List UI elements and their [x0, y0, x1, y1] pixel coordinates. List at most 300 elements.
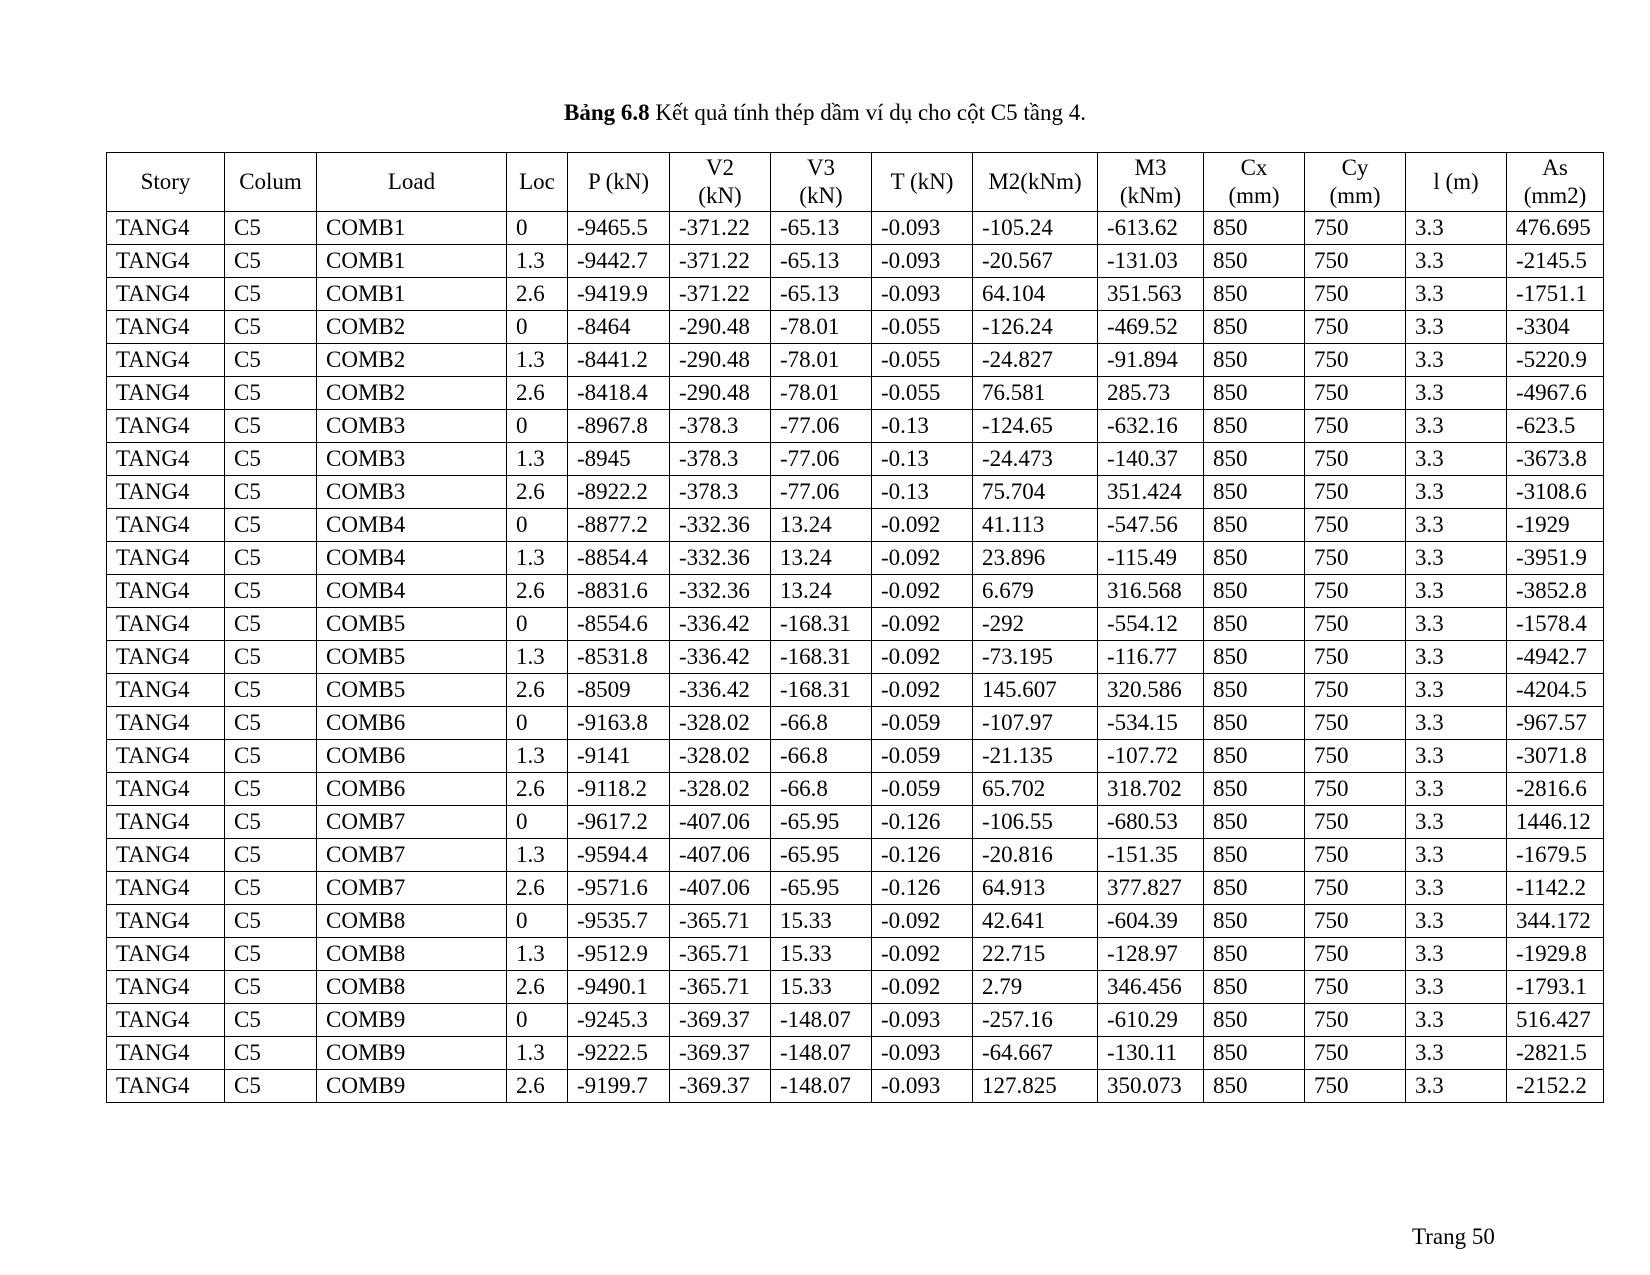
table-cell: -9141: [568, 740, 670, 773]
table-cell: 0: [507, 905, 568, 938]
column-header-line: P (kN): [587, 169, 650, 194]
table-cell: -9594.4: [568, 839, 670, 872]
table-cell: -9199.7: [568, 1070, 670, 1103]
table-cell: -64.667: [973, 1037, 1098, 1070]
table-cell: 3.3: [1406, 707, 1507, 740]
table-cell: -336.42: [670, 608, 771, 641]
table-row: [107, 278, 1604, 311]
table-cell: -4942.7: [1507, 641, 1604, 674]
table-cell: 850: [1204, 707, 1305, 740]
table-cell: 750: [1305, 212, 1406, 245]
table-cell: -8831.6: [568, 575, 670, 608]
table-cell: -2145.5: [1507, 245, 1604, 278]
table-cell: 850: [1204, 311, 1305, 344]
table-row: [107, 212, 1604, 245]
column-header: [107, 153, 225, 212]
table-cell: -290.48: [670, 377, 771, 410]
table-cell: 750: [1305, 575, 1406, 608]
table-cell: 0: [507, 311, 568, 344]
column-header-unit: (kN): [698, 183, 742, 208]
table-cell: -65.95: [771, 806, 872, 839]
table-cell: 75.704: [973, 476, 1098, 509]
column-header-unit: (mm): [1228, 183, 1280, 208]
table-cell: 316.568: [1098, 575, 1204, 608]
table-cell: -0.13: [872, 443, 973, 476]
column-header-line: l (m): [1433, 169, 1479, 194]
table-cell: -5220.9: [1507, 344, 1604, 377]
column-header-line: T (kN): [890, 169, 954, 194]
caption-label: Bảng 6.8: [564, 100, 650, 125]
table-cell: -20.567: [973, 245, 1098, 278]
table-cell: -0.055: [872, 311, 973, 344]
table-cell: -8441.2: [568, 344, 670, 377]
table-cell: -8531.8: [568, 641, 670, 674]
table-cell: COMB6: [317, 740, 507, 773]
column-header: [1507, 153, 1604, 212]
table-cell: 750: [1305, 311, 1406, 344]
table-cell: -9617.2: [568, 806, 670, 839]
table-cell: 3.3: [1406, 608, 1507, 641]
table-cell: TANG4: [107, 707, 225, 740]
column-header-line: Cx: [1240, 155, 1268, 180]
table-cell: -378.3: [670, 410, 771, 443]
table-cell: -78.01: [771, 344, 872, 377]
table-cell: 3.3: [1406, 1037, 1507, 1070]
table-cell: C5: [225, 773, 317, 806]
table-cell: -365.71: [670, 905, 771, 938]
table-cell: -0.059: [872, 707, 973, 740]
table-cell: -168.31: [771, 641, 872, 674]
table-cell: -3108.6: [1507, 476, 1604, 509]
table-cell: -0.092: [872, 641, 973, 674]
table-cell: -8877.2: [568, 509, 670, 542]
caption-text: Kết quả tính thép dầm ví dụ cho cột C5 tầng 4.: [649, 100, 1086, 125]
table-cell: 3.3: [1406, 509, 1507, 542]
table-cell: -604.39: [1098, 905, 1204, 938]
table-cell: 145.607: [973, 674, 1098, 707]
table-cell: 850: [1204, 245, 1305, 278]
table-cell: -9535.7: [568, 905, 670, 938]
table-cell: -78.01: [771, 311, 872, 344]
table-cell: TANG4: [107, 806, 225, 839]
table-cell: 750: [1305, 443, 1406, 476]
table-cell: 15.33: [771, 971, 872, 1004]
table-cell: COMB9: [317, 1037, 507, 1070]
table-cell: -332.36: [670, 542, 771, 575]
table-cell: COMB4: [317, 575, 507, 608]
table-cell: COMB7: [317, 806, 507, 839]
table-cell: 3.3: [1406, 905, 1507, 938]
table-cell: -680.53: [1098, 806, 1204, 839]
table-cell: TANG4: [107, 641, 225, 674]
table-cell: 850: [1204, 377, 1305, 410]
table-cell: C5: [225, 311, 317, 344]
table-cell: -257.16: [973, 1004, 1098, 1037]
table-cell: -65.95: [771, 872, 872, 905]
table-cell: 3.3: [1406, 806, 1507, 839]
table-cell: -130.11: [1098, 1037, 1204, 1070]
table-cell: 350.073: [1098, 1070, 1204, 1103]
table-cell: 3.3: [1406, 278, 1507, 311]
table-cell: 3.3: [1406, 740, 1507, 773]
table-cell: C5: [225, 575, 317, 608]
table-cell: -336.42: [670, 674, 771, 707]
table-cell: 3.3: [1406, 311, 1507, 344]
table-cell: 2.6: [507, 872, 568, 905]
table-cell: 1.3: [507, 542, 568, 575]
table-cell: 850: [1204, 641, 1305, 674]
table-cell: 3.3: [1406, 839, 1507, 872]
table-cell: -91.894: [1098, 344, 1204, 377]
column-header: [973, 153, 1098, 212]
table-cell: -1142.2: [1507, 872, 1604, 905]
column-header: [1098, 153, 1204, 212]
table-cell: -967.57: [1507, 707, 1604, 740]
table-cell: 850: [1204, 806, 1305, 839]
table-cell: COMB7: [317, 839, 507, 872]
table-cell: 850: [1204, 1004, 1305, 1037]
table-cell: 15.33: [771, 938, 872, 971]
table-cell: 64.913: [973, 872, 1098, 905]
table-cell: -9419.9: [568, 278, 670, 311]
table-cell: -9490.1: [568, 971, 670, 1004]
table-cell: -407.06: [670, 872, 771, 905]
column-header-line: Story: [140, 169, 191, 194]
table-cell: 750: [1305, 608, 1406, 641]
table-cell: 3.3: [1406, 212, 1507, 245]
column-header: [1305, 153, 1406, 212]
table-cell: -0.059: [872, 773, 973, 806]
table-cell: -0.093: [872, 1070, 973, 1103]
table-row: [107, 806, 1604, 839]
table-cell: -20.816: [973, 839, 1098, 872]
table-cell: 1.3: [507, 740, 568, 773]
table-cell: 850: [1204, 740, 1305, 773]
table-cell: TANG4: [107, 905, 225, 938]
table-cell: -65.95: [771, 839, 872, 872]
table-cell: 850: [1204, 674, 1305, 707]
table-cell: 750: [1305, 971, 1406, 1004]
table-cell: -9222.5: [568, 1037, 670, 1070]
table-cell: -8945: [568, 443, 670, 476]
table-cell: COMB6: [317, 707, 507, 740]
table-cell: -371.22: [670, 278, 771, 311]
table-cell: 64.104: [973, 278, 1098, 311]
table-cell: -3673.8: [1507, 443, 1604, 476]
table-cell: 3.3: [1406, 344, 1507, 377]
table-cell: -73.195: [973, 641, 1098, 674]
table-cell: -328.02: [670, 740, 771, 773]
table-cell: 476.695: [1507, 212, 1604, 245]
table-cell: COMB1: [317, 245, 507, 278]
table-cell: C5: [225, 1004, 317, 1037]
table-cell: -148.07: [771, 1004, 872, 1037]
table-cell: COMB1: [317, 278, 507, 311]
table-cell: 6.679: [973, 575, 1098, 608]
table-cell: 850: [1204, 971, 1305, 1004]
table-cell: -77.06: [771, 476, 872, 509]
table-cell: 3.3: [1406, 938, 1507, 971]
table-cell: 750: [1305, 740, 1406, 773]
table-cell: 3.3: [1406, 872, 1507, 905]
table-row: [107, 1004, 1604, 1037]
table-cell: 750: [1305, 1070, 1406, 1103]
table-cell: -0.092: [872, 938, 973, 971]
column-header-line: M3: [1134, 155, 1167, 180]
table-cell: 1.3: [507, 1037, 568, 1070]
table-cell: -1929.8: [1507, 938, 1604, 971]
table-cell: 750: [1305, 278, 1406, 311]
table-cell: C5: [225, 872, 317, 905]
table-cell: -1929: [1507, 509, 1604, 542]
table-cell: C5: [225, 971, 317, 1004]
table-row: [107, 311, 1604, 344]
table-cell: -290.48: [670, 344, 771, 377]
table-cell: 13.24: [771, 575, 872, 608]
table-row: [107, 839, 1604, 872]
table-cell: C5: [225, 212, 317, 245]
table-cell: -9512.9: [568, 938, 670, 971]
table-cell: C5: [225, 1037, 317, 1070]
table-cell: TANG4: [107, 608, 225, 641]
table-cell: 850: [1204, 872, 1305, 905]
table-cell: 0: [507, 212, 568, 245]
table-cell: -9245.3: [568, 1004, 670, 1037]
table-cell: -0.092: [872, 608, 973, 641]
table-cell: 1.3: [507, 344, 568, 377]
table-cell: C5: [225, 245, 317, 278]
table-cell: TANG4: [107, 509, 225, 542]
table-cell: -610.29: [1098, 1004, 1204, 1037]
table-caption: [0, 98, 1650, 128]
table-cell: -365.71: [670, 971, 771, 1004]
table-cell: COMB2: [317, 344, 507, 377]
table-cell: COMB9: [317, 1070, 507, 1103]
table-cell: -107.97: [973, 707, 1098, 740]
table-cell: 15.33: [771, 905, 872, 938]
table-cell: -0.093: [872, 245, 973, 278]
table-cell: COMB8: [317, 938, 507, 971]
table-cell: -365.71: [670, 938, 771, 971]
table-cell: COMB3: [317, 476, 507, 509]
table-cell: TANG4: [107, 443, 225, 476]
table-cell: -78.01: [771, 377, 872, 410]
table-cell: -66.8: [771, 773, 872, 806]
table-cell: 750: [1305, 1037, 1406, 1070]
header-row: [107, 153, 1604, 212]
table-cell: -0.055: [872, 344, 973, 377]
table-cell: -106.55: [973, 806, 1098, 839]
column-header: [568, 153, 670, 212]
table-cell: -0.126: [872, 839, 973, 872]
table-cell: 1.3: [507, 938, 568, 971]
table-cell: 850: [1204, 476, 1305, 509]
table-cell: -0.092: [872, 971, 973, 1004]
table-cell: -148.07: [771, 1037, 872, 1070]
table-cell: TANG4: [107, 476, 225, 509]
table-cell: 2.79: [973, 971, 1098, 1004]
table-cell: -128.97: [1098, 938, 1204, 971]
table-cell: TANG4: [107, 542, 225, 575]
table-cell: -4967.6: [1507, 377, 1604, 410]
table-cell: 2.6: [507, 1070, 568, 1103]
table-cell: 850: [1204, 443, 1305, 476]
table-cell: TANG4: [107, 245, 225, 278]
table-cell: 3.3: [1406, 1004, 1507, 1037]
table-row: [107, 971, 1604, 1004]
table-cell: 1446.12: [1507, 806, 1604, 839]
table-cell: 344.172: [1507, 905, 1604, 938]
table-cell: TANG4: [107, 971, 225, 1004]
table-cell: -116.77: [1098, 641, 1204, 674]
table-cell: -328.02: [670, 773, 771, 806]
table-cell: -1751.1: [1507, 278, 1604, 311]
table-cell: C5: [225, 674, 317, 707]
column-header-line: Cy: [1341, 155, 1369, 180]
table-cell: -407.06: [670, 806, 771, 839]
table-cell: C5: [225, 476, 317, 509]
table-cell: 42.641: [973, 905, 1098, 938]
table-cell: 850: [1204, 1037, 1305, 1070]
table-cell: 3.3: [1406, 443, 1507, 476]
table-cell: 750: [1305, 509, 1406, 542]
table-cell: 3.3: [1406, 410, 1507, 443]
table-cell: 351.424: [1098, 476, 1204, 509]
table-cell: -3071.8: [1507, 740, 1604, 773]
table-row: [107, 740, 1604, 773]
table-cell: -2821.5: [1507, 1037, 1604, 1070]
table-cell: 750: [1305, 905, 1406, 938]
table-cell: -0.093: [872, 1004, 973, 1037]
table-cell: -0.092: [872, 674, 973, 707]
table-cell: -290.48: [670, 311, 771, 344]
table-cell: -332.36: [670, 509, 771, 542]
table-cell: -0.092: [872, 905, 973, 938]
table-cell: -292: [973, 608, 1098, 641]
table-cell: C5: [225, 410, 317, 443]
table-cell: -105.24: [973, 212, 1098, 245]
table-cell: 850: [1204, 773, 1305, 806]
table-cell: C5: [225, 509, 317, 542]
table-row: [107, 476, 1604, 509]
table-cell: 3.3: [1406, 542, 1507, 575]
table-cell: -3852.8: [1507, 575, 1604, 608]
table-cell: -1793.1: [1507, 971, 1604, 1004]
table-row: [107, 377, 1604, 410]
table-row: [107, 707, 1604, 740]
column-header-unit: (kN): [799, 183, 843, 208]
table-cell: 750: [1305, 938, 1406, 971]
table-cell: 3.3: [1406, 476, 1507, 509]
table-cell: -0.055: [872, 377, 973, 410]
table-cell: C5: [225, 542, 317, 575]
table-cell: TANG4: [107, 839, 225, 872]
table-cell: TANG4: [107, 410, 225, 443]
results-table: [106, 152, 1604, 1103]
table-cell: -148.07: [771, 1070, 872, 1103]
table-cell: COMB8: [317, 905, 507, 938]
table-cell: 750: [1305, 377, 1406, 410]
table-cell: 850: [1204, 575, 1305, 608]
table-cell: -0.13: [872, 476, 973, 509]
table-cell: -0.126: [872, 872, 973, 905]
table-cell: 22.715: [973, 938, 1098, 971]
table-cell: -378.3: [670, 443, 771, 476]
table-cell: 13.24: [771, 542, 872, 575]
column-header: [225, 153, 317, 212]
table-cell: -0.093: [872, 212, 973, 245]
column-header-line: V3: [806, 155, 836, 180]
column-header: [872, 153, 973, 212]
column-header-unit: (kNm): [1119, 183, 1182, 208]
table-cell: -140.37: [1098, 443, 1204, 476]
table-row: [107, 872, 1604, 905]
table-cell: 850: [1204, 608, 1305, 641]
table-cell: C5: [225, 905, 317, 938]
table-cell: 3.3: [1406, 1070, 1507, 1103]
table-row: [107, 905, 1604, 938]
table-cell: 285.73: [1098, 377, 1204, 410]
table-cell: 750: [1305, 773, 1406, 806]
table-cell: -8418.4: [568, 377, 670, 410]
column-header-line: M2(kNm): [988, 169, 1082, 194]
table-row: [107, 410, 1604, 443]
table-cell: TANG4: [107, 1037, 225, 1070]
table-cell: 41.113: [973, 509, 1098, 542]
table-cell: -1679.5: [1507, 839, 1604, 872]
table-cell: -107.72: [1098, 740, 1204, 773]
table-cell: -8922.2: [568, 476, 670, 509]
table-cell: -369.37: [670, 1037, 771, 1070]
table-cell: 850: [1204, 344, 1305, 377]
column-header: [771, 153, 872, 212]
table-cell: TANG4: [107, 278, 225, 311]
table-cell: 850: [1204, 905, 1305, 938]
table-cell: 750: [1305, 674, 1406, 707]
table-cell: COMB3: [317, 410, 507, 443]
table-cell: 0: [507, 707, 568, 740]
table-cell: 76.581: [973, 377, 1098, 410]
table-cell: COMB4: [317, 509, 507, 542]
table-cell: -613.62: [1098, 212, 1204, 245]
table-cell: -77.06: [771, 443, 872, 476]
table-row: [107, 1070, 1604, 1103]
table-cell: -336.42: [670, 641, 771, 674]
table-cell: -332.36: [670, 575, 771, 608]
table-row: [107, 245, 1604, 278]
table-row: [107, 1037, 1604, 1070]
table-cell: -4204.5: [1507, 674, 1604, 707]
table-cell: -632.16: [1098, 410, 1204, 443]
table-cell: -8464: [568, 311, 670, 344]
table-cell: -124.65: [973, 410, 1098, 443]
table-cell: C5: [225, 377, 317, 410]
table-cell: -168.31: [771, 608, 872, 641]
table-cell: 377.827: [1098, 872, 1204, 905]
table-cell: 318.702: [1098, 773, 1204, 806]
table-cell: -8967.8: [568, 410, 670, 443]
table-cell: 23.896: [973, 542, 1098, 575]
table-cell: -66.8: [771, 707, 872, 740]
table-row: [107, 542, 1604, 575]
table-cell: 3.3: [1406, 377, 1507, 410]
table-cell: COMB3: [317, 443, 507, 476]
table-cell: -8854.4: [568, 542, 670, 575]
table-cell: 750: [1305, 806, 1406, 839]
table-cell: -0.13: [872, 410, 973, 443]
table-cell: 65.702: [973, 773, 1098, 806]
table-cell: -1578.4: [1507, 608, 1604, 641]
